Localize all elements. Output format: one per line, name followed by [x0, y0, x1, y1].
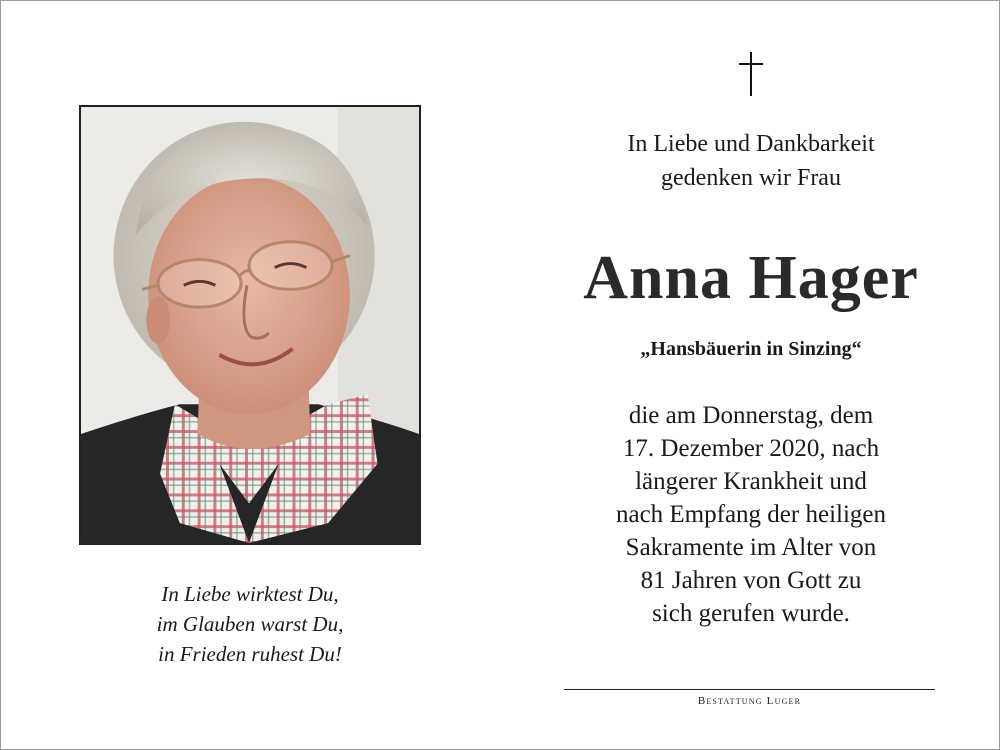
- obituary-line: nach Empfang der heiligen: [615, 501, 887, 528]
- obituary-line: sich gerufen wurde.: [652, 600, 850, 627]
- verse-line: im Glauben warst Du,: [156, 612, 344, 636]
- obituary-line: längerer Krankheit und: [635, 468, 867, 495]
- cross-icon: [737, 51, 765, 97]
- obituary-line: 17. Dezember 2020, nach: [622, 435, 880, 462]
- intro-text: [561, 127, 941, 195]
- footer-divider: [564, 689, 935, 690]
- memorial-verse: [79, 579, 421, 669]
- obituary-line: die am Donnerstag, dem: [628, 402, 874, 429]
- intro-line: gedenken wir Frau: [661, 165, 841, 191]
- deceased-name: Anna Hager: [583, 244, 919, 312]
- verse-line: In Liebe wirktest Du,: [161, 582, 339, 606]
- obituary-line: 81 Jahren von Gott zu: [640, 567, 862, 594]
- verse-line: in Frieden ruhest Du!: [158, 642, 342, 666]
- portrait-photo: [79, 105, 421, 545]
- deceased-nickname: „Hansbäuerin in Sinzing“: [640, 338, 862, 360]
- funeral-home-label: Bestattung Luger: [697, 695, 802, 707]
- portrait-illustration: [81, 107, 419, 543]
- intro-line: In Liebe und Dankbarkeit: [627, 131, 875, 157]
- obituary-line: Sakramente im Alter von: [625, 534, 877, 561]
- obituary-text: [561, 399, 941, 630]
